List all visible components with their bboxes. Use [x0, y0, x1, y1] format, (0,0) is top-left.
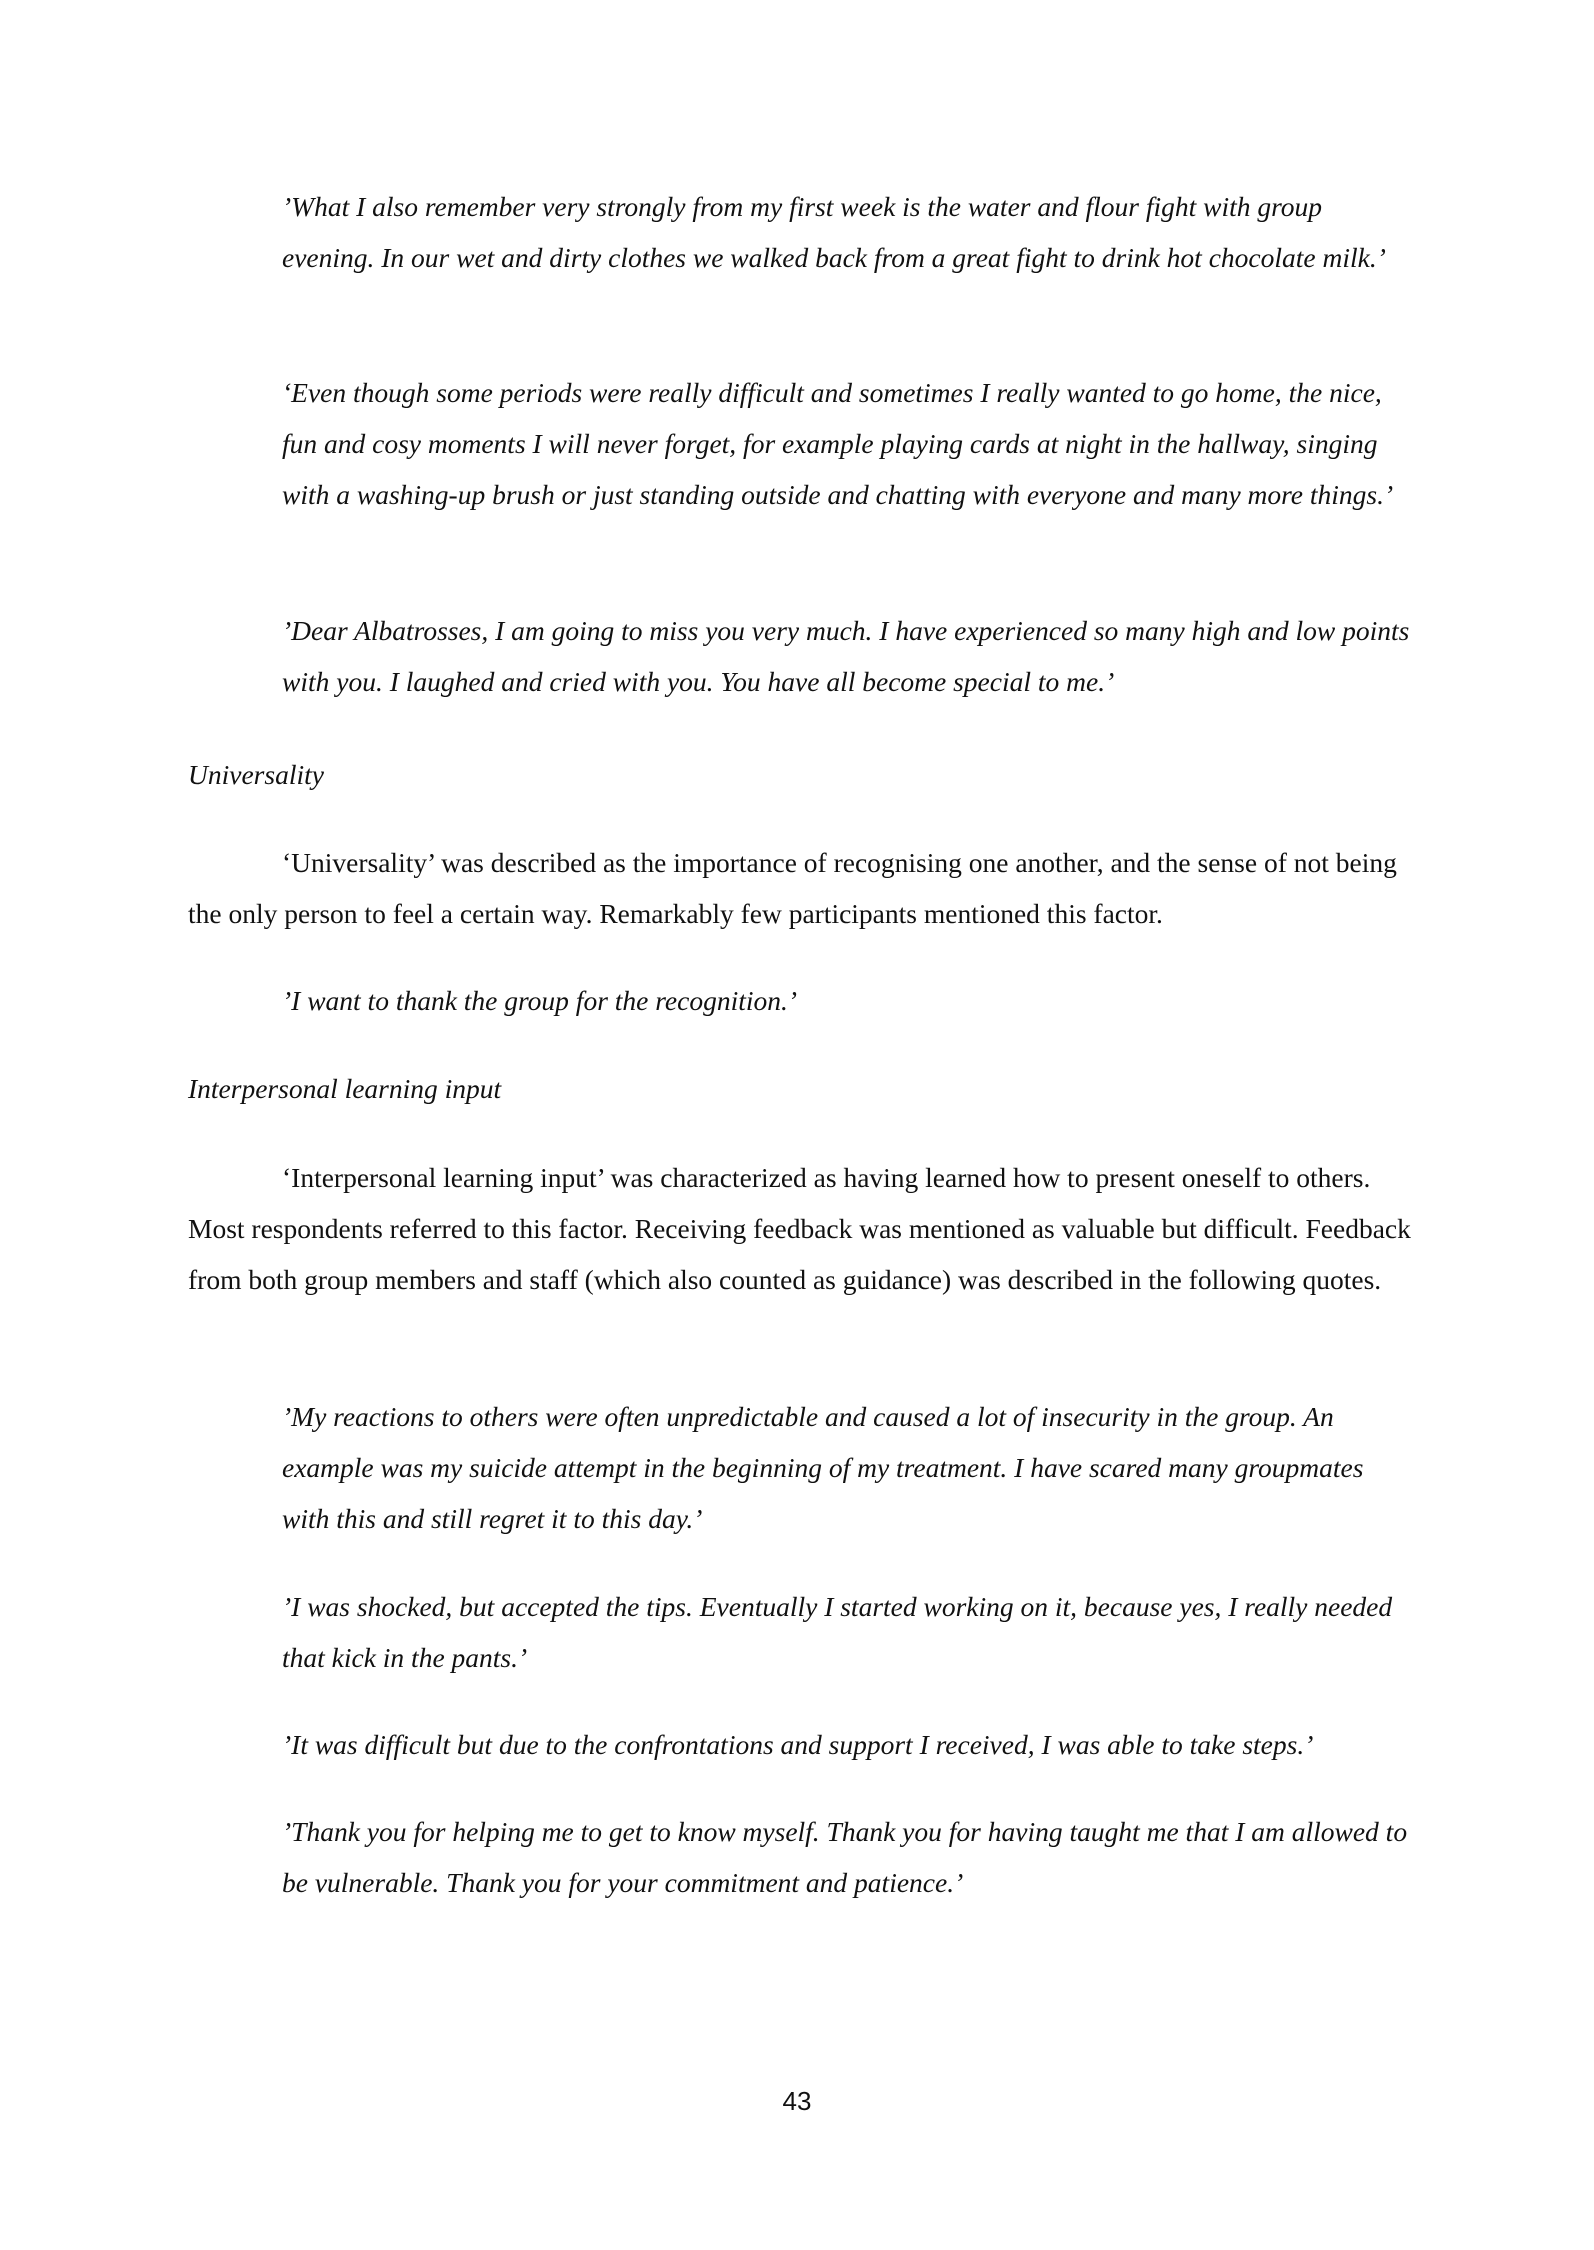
- quote-confrontations-support: ’It was difficult but due to the confrontations and support I received, I was able to take steps.’: [282, 1729, 1314, 1760]
- quote-flour-fight: ’What I also remember very strongly from my first week is the water and flour fight with group evening. In our wet and dirty clothes we walked back from a great fight to drink hot chocolate milk.’: [282, 191, 1386, 273]
- quote-thank-you: ’Thank you for helping me to get to know myself. Thank you for having taught me that I am allowed to be vulnerable. Thank you for your commitment and patience.’: [282, 1816, 1408, 1898]
- quote-recognition: ’I want to thank the group for the recognition.’: [282, 985, 798, 1016]
- page-number: 43: [782, 2086, 812, 2116]
- section-heading-universality: Universality: [188, 759, 324, 790]
- paragraph-interpersonal-learning: ‘Interpersonal learning input’ was characterized as having learned how to present oneself to others. Most respondents referred to this factor. Receiving feedback was mentioned as valuable but difficult. Feedback from both group members and staff (which also counted as guidance) was described in the following quotes.: [188, 1162, 1411, 1295]
- quote-unpredictable-reactions: ’My reactions to others were often unpredictable and caused a lot of insecurity in the group. An example was my suicide attempt in the beginning of my treatment. I have scared many groupmates with this and still regret it to this day.’: [282, 1401, 1364, 1534]
- quote-kick-in-the-pants: ’I was shocked, but accepted the tips. Eventually I started working on it, because yes, I really needed that kick in the pants.’: [282, 1591, 1393, 1673]
- quote-cosy-moments: ‘Even though some periods were really difficult and sometimes I really wanted to go home, the nice, fun and cosy moments I will never forget, for example playing cards at night in the hallway, singing with a washing-up brush or just standing outside and chatting with everyone and many more things.’: [282, 377, 1394, 510]
- paragraph-universality: ‘Universality’ was described as the importance of recognising one another, and the sense of not being the only person to feel a certain way. Remarkably few participants mentioned this factor.: [188, 847, 1397, 929]
- quote-dear-albatrosses: ’Dear Albatrosses, I am going to miss you very much. I have experienced so many high and low points with you. I laughed and cried with you. You have all become special to me.’: [282, 615, 1410, 697]
- section-heading-interpersonal-learning: Interpersonal learning input: [188, 1073, 502, 1104]
